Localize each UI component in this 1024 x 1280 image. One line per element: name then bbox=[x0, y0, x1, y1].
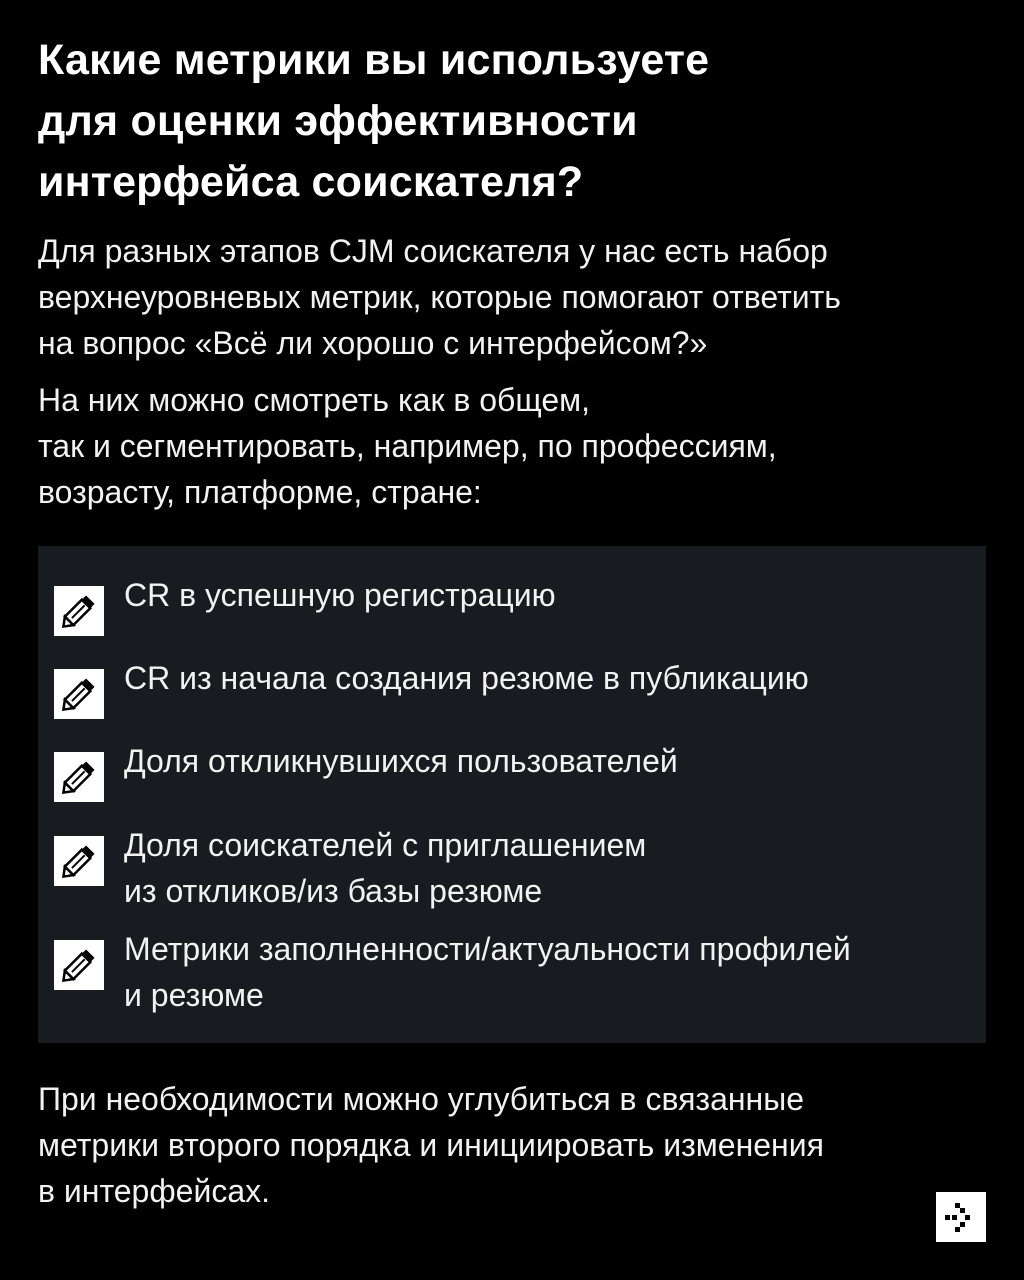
metrics-panel bbox=[38, 546, 986, 1043]
intro-line: на вопрос «Всё ли хорошо с интерфейсом?» bbox=[38, 325, 708, 361]
outro-line: При необходимости можно углубиться в связанные bbox=[38, 1081, 805, 1117]
metric-line: из откликов/из базы резюме bbox=[124, 873, 543, 909]
metric-line: Метрики заполненности/актуальности профилей bbox=[124, 931, 851, 967]
pencil-icon bbox=[54, 669, 104, 719]
metric-text bbox=[124, 572, 974, 618]
page-title bbox=[38, 30, 998, 213]
next-slide-button[interactable] bbox=[936, 1192, 986, 1242]
segment-line: возрасту, платформе, стране: bbox=[38, 474, 482, 510]
outro-line: метрики второго порядка и инициировать изменения bbox=[38, 1127, 824, 1163]
segment-line: так и сегментировать, например, по профессиям, bbox=[38, 428, 777, 464]
metric-text bbox=[124, 822, 974, 914]
title-line: для оценки эффективности bbox=[38, 97, 638, 145]
title-line: интерфейса соискателя? bbox=[38, 158, 584, 206]
metric-text bbox=[124, 655, 974, 701]
metric-text bbox=[124, 738, 974, 784]
pencil-icon bbox=[54, 752, 104, 802]
metric-text bbox=[124, 926, 974, 1018]
pencil-icon bbox=[54, 586, 104, 636]
intro-paragraph bbox=[38, 228, 998, 366]
metric-line: Доля откликнувшихся пользователей bbox=[124, 743, 678, 779]
next-arrow-icon bbox=[941, 1197, 981, 1237]
outro-line: в интерфейсах. bbox=[38, 1173, 271, 1209]
segment-paragraph bbox=[38, 377, 998, 515]
pencil-icon bbox=[54, 836, 104, 886]
metric-line: CR в успешную регистрацию bbox=[124, 577, 556, 613]
title-line: Какие метрики вы используете bbox=[38, 36, 710, 84]
metric-line: Доля соискателей с приглашением bbox=[124, 827, 647, 863]
pencil-icon bbox=[54, 940, 104, 990]
outro-paragraph bbox=[38, 1076, 998, 1214]
metric-line: CR из начала создания резюме в публикацию bbox=[124, 660, 809, 696]
segment-line: На них можно смотреть как в общем, bbox=[38, 382, 590, 418]
intro-line: верхнеуровневых метрик, которые помогают ответить bbox=[38, 279, 841, 315]
intro-line: Для разных этапов CJM соискателя у нас есть набор bbox=[38, 233, 828, 269]
metric-line: и резюме bbox=[124, 977, 264, 1013]
